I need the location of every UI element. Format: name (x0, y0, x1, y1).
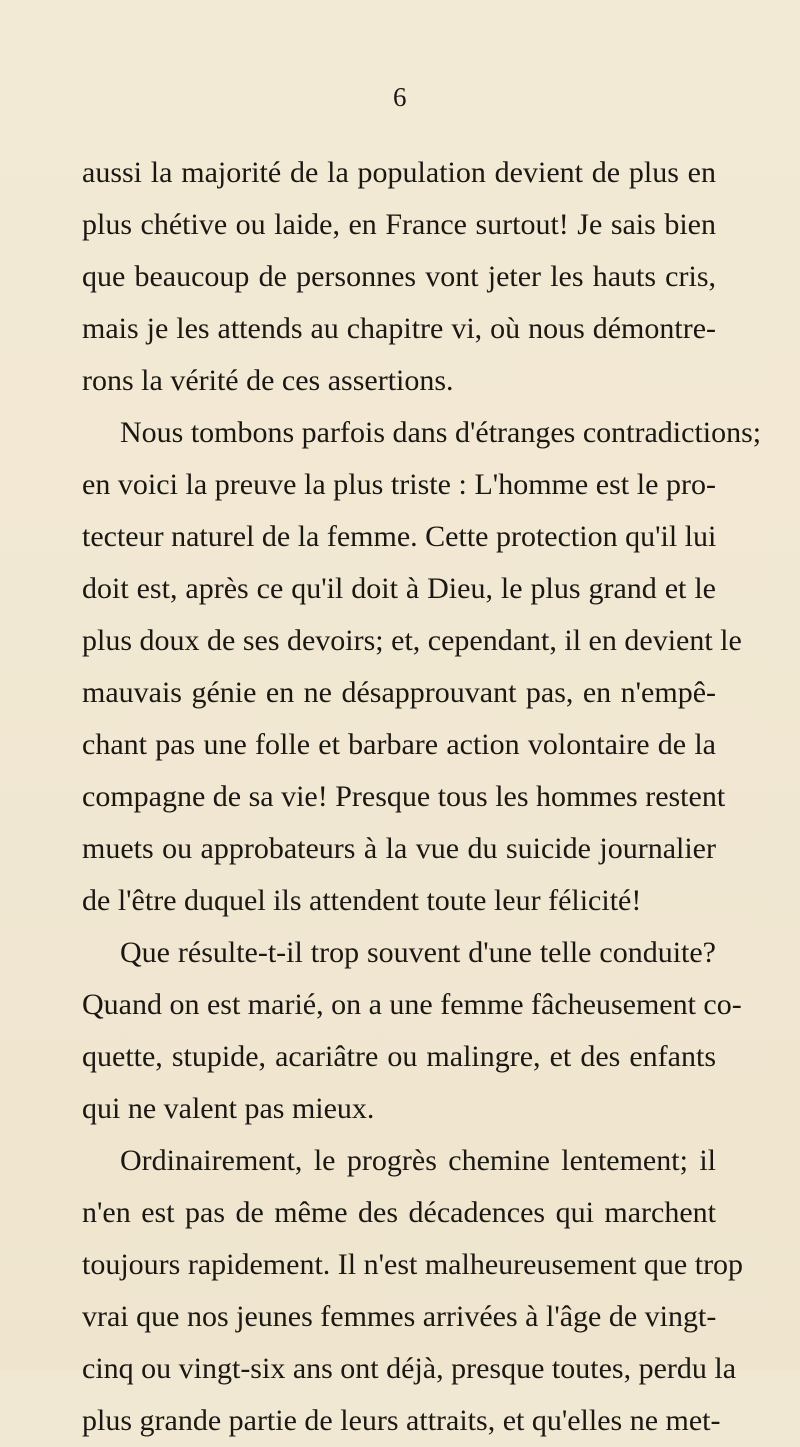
text-line: n'en est pas de même des décadences qui marchent (82, 1196, 716, 1229)
text-line: toujours rapidement. Il n'est malheureusement que trop (82, 1248, 744, 1281)
text-line: cinq ou vingt-six ans ont déjà, presque toutes, perdu la (82, 1352, 737, 1385)
text-line: Ordinairement, le progrès chemine lentement; il (120, 1144, 716, 1177)
text-line: compagne de sa vie! Presque tous les hommes restent (82, 780, 726, 813)
text-line: en voici la preuve la plus triste : L'homme est le pro- (82, 468, 716, 501)
text-line: mais je les attends au chapitre vi, où nous démontre- (82, 312, 716, 345)
text-line: tecteur naturel de la femme. Cette protection qu'il lui (82, 520, 717, 553)
text-line: aussi la majorité de la population devient de plus en (82, 156, 716, 189)
text-line: Quand on est marié, on a une femme fâcheusement co- (82, 988, 742, 1021)
text-line: chant pas une folle et barbare action volontaire de la (82, 728, 716, 761)
text-line: Que résulte-t-il trop souvent d'une telle conduite? (120, 936, 716, 969)
body-text (82, 147, 762, 1447)
text-line: de l'être duquel ils attendent toute leur félicité! (82, 884, 642, 917)
text-line: plus grande partie de leurs attraits, et qu'elles ne met- (82, 1404, 721, 1437)
text-line: qui ne valent pas mieux. (82, 1092, 375, 1125)
text-line: mauvais génie en ne désapprouvant pas, en n'empê- (82, 676, 716, 709)
text-line: que beaucoup de personnes vont jeter les hauts cris, (82, 260, 716, 293)
text-line: rons la vérité de ces assertions. (82, 364, 454, 397)
text-line: doit est, après ce qu'il doit à Dieu, le plus grand et le (82, 572, 716, 605)
text-line: plus doux de ses devoirs; et, cependant, il en devient le (82, 624, 742, 657)
text-line: Nous tombons parfois dans d'étranges contradictions; (120, 416, 762, 449)
text-line: quette, stupide, acariâtre ou malingre, et des enfants (82, 1040, 716, 1073)
text-line: plus chétive ou laide, en France surtout! Je sais bien (82, 208, 716, 241)
text-line: muets ou approbateurs à la vue du suicide journalier (82, 832, 716, 865)
page-number: 6 (393, 82, 407, 112)
text-line: vrai que nos jeunes femmes arrivées à l'âge de vingt- (82, 1300, 717, 1333)
